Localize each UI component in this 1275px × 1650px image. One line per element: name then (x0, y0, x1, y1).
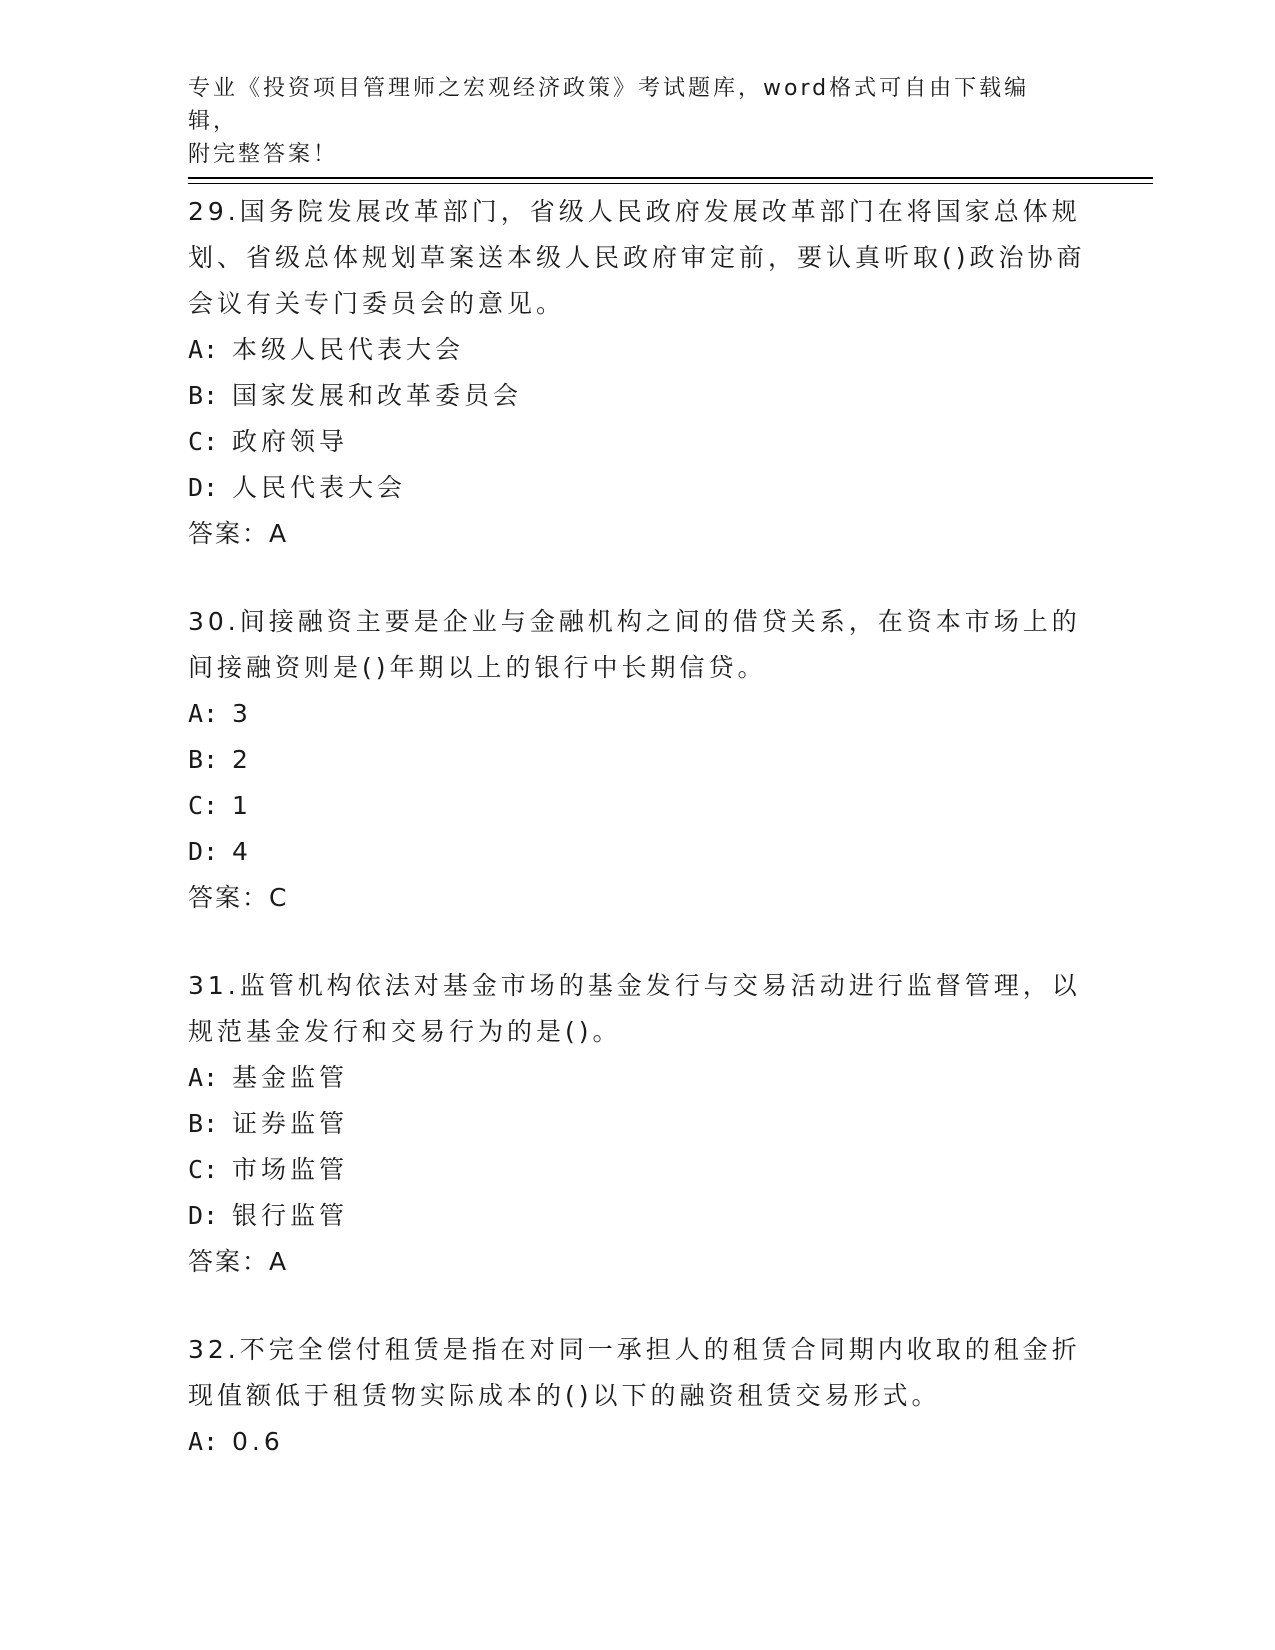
question-list (188, 189, 1088, 1507)
header-line-2: 附完整答案！ (188, 142, 339, 167)
answer-line: 答案：A (188, 519, 289, 548)
option-letter: D: (188, 837, 219, 866)
option-text: 国家发展和改革委员会 (232, 381, 523, 410)
option-text: 基金监管 (232, 1063, 349, 1092)
option-d (188, 465, 1088, 511)
option-text: 0.6 (232, 1427, 284, 1456)
answer-line: 答案：C (188, 883, 289, 912)
option-c (188, 1147, 1088, 1193)
option-c (188, 419, 1088, 465)
header-line-1: 专业《投资项目管理师之宏观经济政策》考试题库，word格式可自由下载编辑， (188, 76, 1030, 134)
question-31 (188, 963, 1088, 1285)
question-30 (188, 599, 1088, 921)
question-stem: 30.间接融资主要是企业与金融机构之间的借贷关系，在资本市场上的间接融资则是()年期以上的银行中长期信贷。 (188, 607, 1081, 682)
question-stem: 31.监管机构依法对基金市场的基金发行与交易活动进行监督管理，以规范基金发行和交易行为的是()。 (188, 971, 1081, 1046)
question-stem: 32.不完全偿付租赁是指在对同一承担人的租赁合同期内收取的租金折现值额低于租赁物实际成本的()以下的融资租赁交易形式。 (188, 1335, 1081, 1410)
option-a (188, 1419, 1088, 1465)
header-divider-thick (188, 177, 1153, 179)
option-a (188, 1055, 1088, 1101)
option-letter: B: (188, 381, 219, 410)
header-divider-thin (188, 183, 1153, 184)
option-letter: C: (188, 791, 219, 820)
option-a (188, 691, 1088, 737)
option-letter: C: (188, 1155, 219, 1184)
option-b (188, 373, 1088, 419)
option-text: 市场监管 (232, 1155, 349, 1184)
option-text: 4 (232, 837, 252, 866)
document-header (188, 72, 1068, 171)
option-letter: A: (188, 1427, 219, 1456)
answer-line: 答案：A (188, 1247, 289, 1276)
option-letter: D: (188, 1201, 219, 1230)
option-d (188, 829, 1088, 875)
option-d (188, 1193, 1088, 1239)
option-letter: A: (188, 335, 219, 364)
option-letter: A: (188, 1063, 219, 1092)
option-letter: C: (188, 427, 219, 456)
question-stem: 29.国务院发展改革部门，省级人民政府发展改革部门在将国家总体规划、省级总体规划草案送本级人民政府审定前，要认真听取()政治协商会议有关专门委员会的意见。 (188, 197, 1086, 318)
question-32 (188, 1327, 1088, 1465)
option-text: 人民代表大会 (232, 473, 407, 502)
option-a (188, 327, 1088, 373)
option-c (188, 783, 1088, 829)
option-text: 证券监管 (232, 1109, 349, 1138)
option-text: 2 (232, 745, 252, 774)
option-text: 3 (232, 699, 252, 728)
option-text: 银行监管 (232, 1201, 349, 1230)
option-b (188, 1101, 1088, 1147)
option-letter: A: (188, 699, 219, 728)
option-text: 政府领导 (232, 427, 349, 456)
option-b (188, 737, 1088, 783)
option-text: 本级人民代表大会 (232, 335, 465, 364)
option-letter: B: (188, 1109, 219, 1138)
option-text: 1 (232, 791, 252, 820)
option-letter: B: (188, 745, 219, 774)
question-29 (188, 189, 1088, 557)
option-letter: D: (188, 473, 219, 502)
